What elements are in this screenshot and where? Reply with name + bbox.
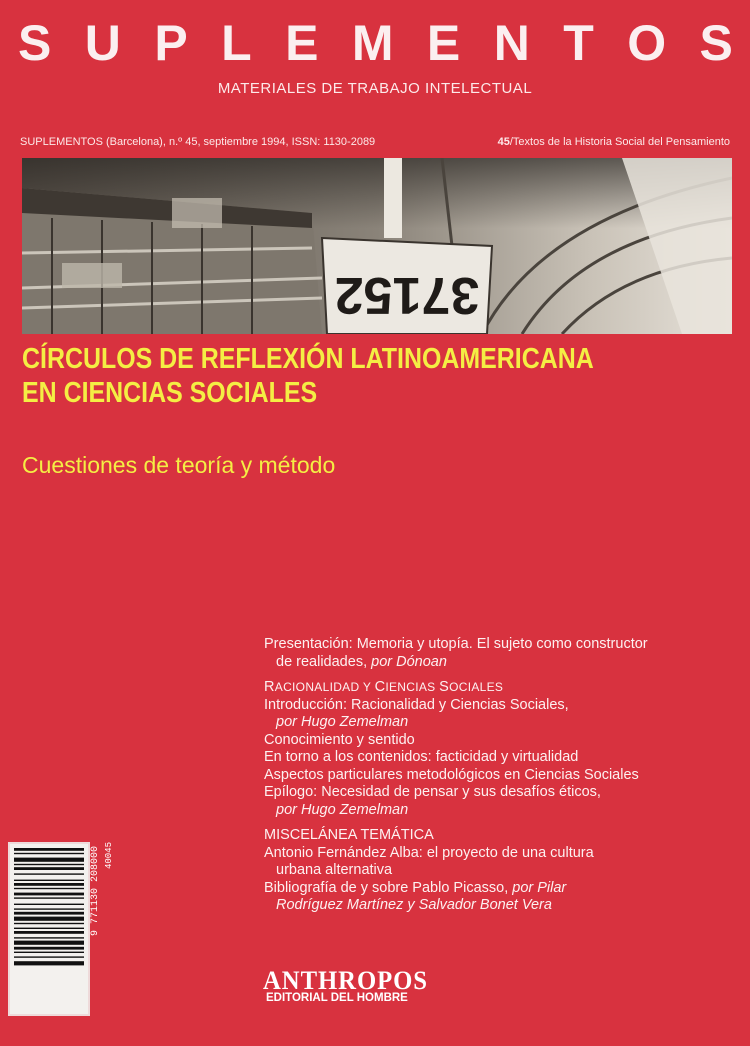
toc-entry: Epílogo: Necesidad de pensar y sus desafíos éticos, bbox=[264, 784, 601, 800]
toc-entry bbox=[264, 654, 734, 672]
barcode-icon bbox=[10, 844, 88, 1014]
main-subtitle: Cuestiones de teoría y método bbox=[22, 452, 336, 478]
barcode-bar bbox=[14, 893, 84, 896]
series-text: /Textos de la Historia Social del Pensamiento bbox=[509, 136, 730, 148]
masthead-letter: S bbox=[699, 15, 733, 71]
barcode-bar bbox=[14, 956, 84, 957]
masthead-title bbox=[18, 14, 733, 72]
barcode-addon: 40045 bbox=[104, 842, 114, 870]
barcode-bar bbox=[14, 897, 84, 898]
heading-initial: R bbox=[264, 679, 275, 695]
heading-text: OCIALES bbox=[449, 680, 504, 694]
barcode-digits: 9 771130 208000 bbox=[90, 846, 101, 937]
barcode-bar bbox=[14, 853, 84, 854]
main-title-line: CÍRCULOS DE REFLEXIÓN LATINOAMERICANA bbox=[22, 343, 594, 375]
toc-entry: Conocimiento y sentido bbox=[264, 731, 415, 748]
masthead-letter: M bbox=[351, 15, 394, 71]
toc-entry: Presentación: Memoria y utopía. El sujeto como constructor bbox=[264, 636, 648, 652]
barcode bbox=[8, 842, 90, 1016]
barcode-bar bbox=[14, 931, 84, 934]
toc-author: Rodríguez Martínez y Salvador Bonet Vera bbox=[276, 897, 552, 913]
barcode-bar bbox=[14, 941, 84, 945]
heading-text: ACIONALIDAD Y bbox=[274, 680, 375, 694]
toc-entry: En torno a los contenidos: facticidad y virtualidad bbox=[264, 749, 579, 765]
heading-text: IENCIAS bbox=[385, 680, 440, 694]
masthead-letter: E bbox=[285, 15, 319, 71]
barcode-bar bbox=[14, 867, 84, 870]
barcode-bar bbox=[14, 923, 84, 924]
barcode-bar bbox=[14, 880, 84, 881]
barcode-bar bbox=[14, 873, 84, 874]
masthead-letter: P bbox=[154, 15, 188, 71]
masthead-letter: E bbox=[426, 15, 461, 71]
toc-author: por Hugo Zemelman bbox=[276, 714, 409, 730]
toc-section-heading bbox=[264, 679, 734, 697]
toc-entry bbox=[264, 880, 734, 898]
masthead-subtitle: MATERIALES DE TRABAJO INTELECTUAL bbox=[217, 80, 533, 97]
toc-text: Bibliografía de y sobre Pablo Picasso, bbox=[264, 879, 513, 896]
toc-author: por Dónoan bbox=[371, 653, 447, 670]
toc-entry: urbana alternativa bbox=[276, 862, 393, 878]
main-title bbox=[22, 342, 641, 410]
barcode-bar bbox=[14, 883, 84, 886]
barcode-bar bbox=[14, 961, 84, 965]
barcode-bar bbox=[14, 947, 84, 950]
street-sign-number: 37152 bbox=[334, 266, 480, 324]
toc-entry: Aspectos particulares metodológicos en Ciencias Sociales bbox=[264, 766, 639, 783]
heading-initial: C bbox=[374, 679, 386, 695]
toc-author: por Pilar bbox=[512, 879, 567, 896]
cover-photo bbox=[22, 158, 732, 334]
masthead-letter: T bbox=[563, 15, 594, 71]
toc-section-heading: MISCELÁNEA TEMÁTICA bbox=[264, 827, 434, 843]
barcode-bar bbox=[14, 917, 84, 921]
series-number: 45 bbox=[497, 136, 510, 148]
table-of-contents bbox=[264, 636, 734, 915]
heading-initial: S bbox=[439, 679, 450, 695]
main-title-line: EN CIENCIAS SOCIALES bbox=[22, 377, 318, 409]
barcode-bar bbox=[14, 864, 84, 865]
barcode-bar bbox=[14, 928, 84, 929]
toc-author: por Hugo Zemelman bbox=[276, 801, 409, 818]
toc-text: de realidades, bbox=[276, 653, 372, 670]
barcode-bar bbox=[14, 937, 84, 938]
masthead-letter: O bbox=[627, 15, 667, 71]
masthead-letter: S bbox=[18, 15, 52, 71]
toc-entry: Introducción: Racionalidad y Ciencias Sociales, bbox=[264, 696, 569, 713]
street-sign-photo-icon bbox=[22, 158, 732, 334]
publisher-logo: ANTHROPOS bbox=[263, 966, 429, 995]
masthead-letter: N bbox=[493, 15, 530, 71]
barcode-bar bbox=[14, 912, 84, 915]
series-line bbox=[498, 136, 730, 148]
publisher-tagline: EDITORIAL DEL HOMBRE bbox=[266, 992, 408, 1004]
barcode-bar bbox=[14, 848, 84, 851]
issue-line: SUPLEMENTOS (Barcelona), n.º 45, septiembre 1994, ISSN: 1130-2089 bbox=[20, 136, 376, 148]
barcode-bar bbox=[14, 858, 84, 862]
barcode-bar bbox=[14, 904, 84, 905]
masthead-letter: L bbox=[221, 15, 252, 71]
barcode-bar bbox=[14, 952, 84, 953]
masthead-letter: U bbox=[84, 15, 121, 71]
barcode-bar bbox=[14, 888, 84, 889]
barcode-bar bbox=[14, 908, 84, 909]
toc-entry: Antonio Fernández Alba: el proyecto de una cultura bbox=[264, 844, 594, 861]
